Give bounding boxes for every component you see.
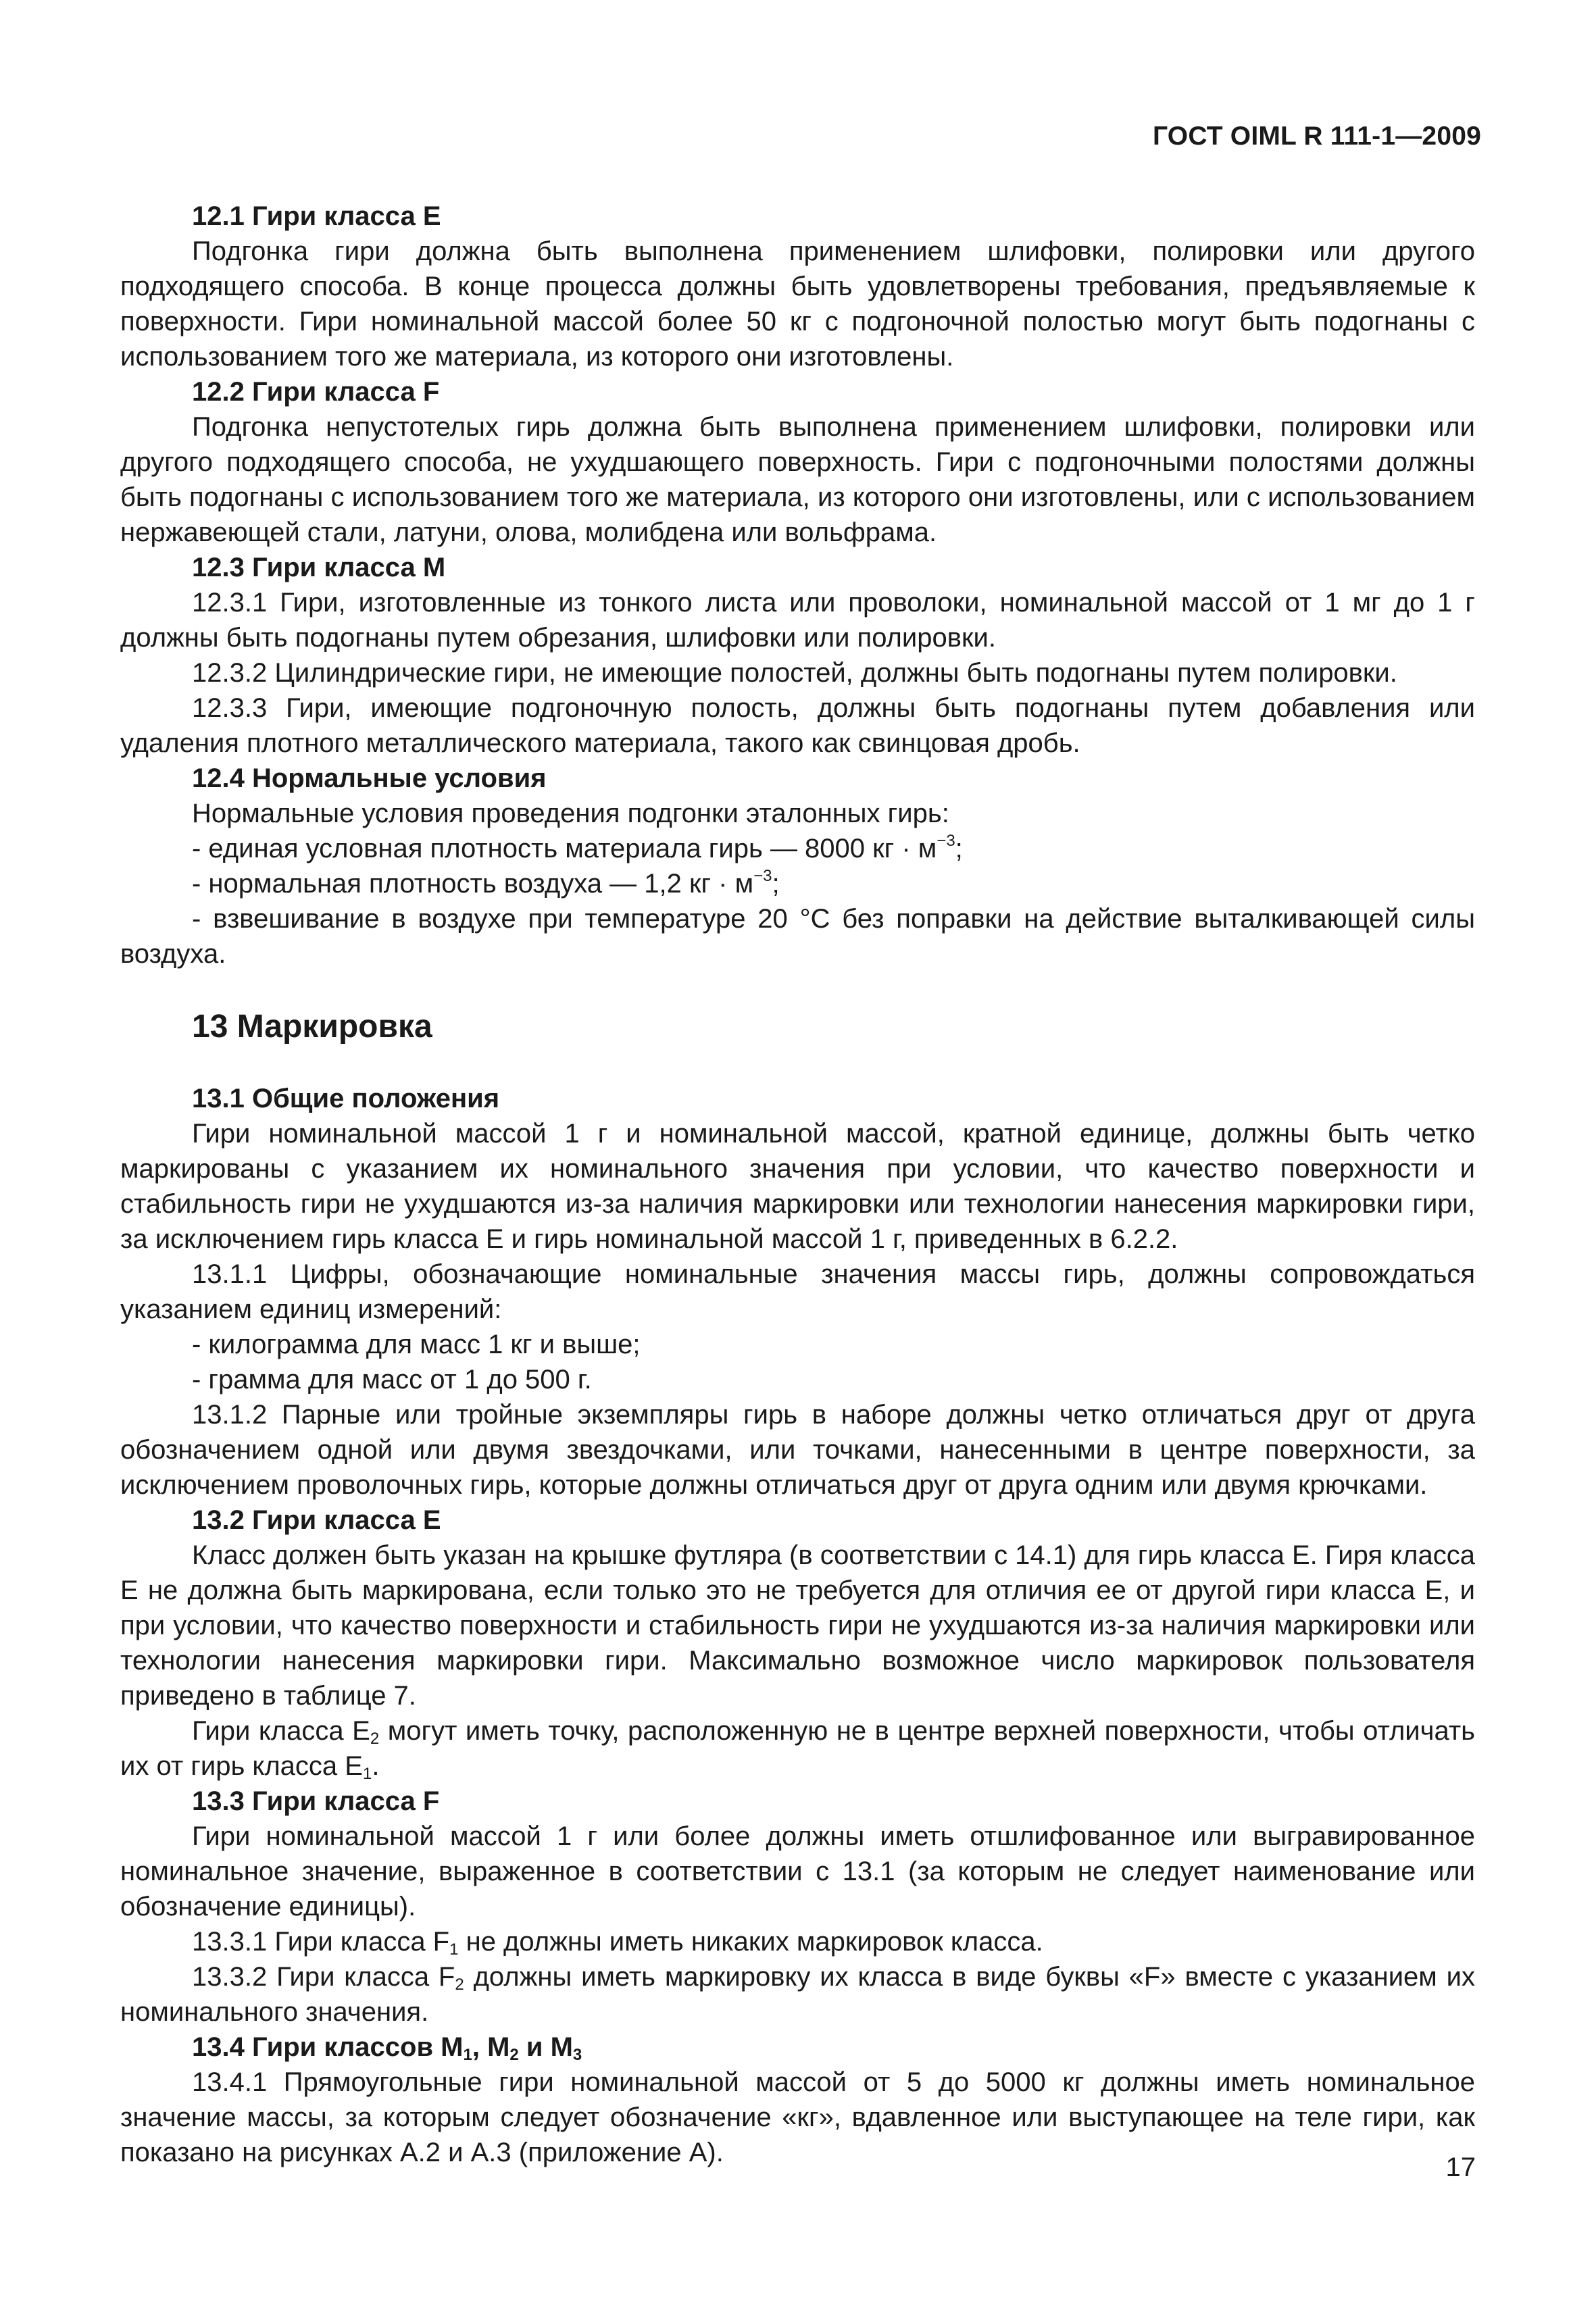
- paragraph-13-2: Класс должен быть указан на крышке футляра (в соответствии с 14.1) для гирь класса Е. Гиря класса Е не должна быть маркирована, если только это не требуется для отличия ее от другой гири класса Е, и при условии, что качество поверхности и стабильность гири не ухудшаются из-за наличия маркировки или технологии нанесения маркировки гири. Максимально возможное число маркировок пользователя приведено в таблице 7.: [120, 1540, 1475, 1711]
- heading-13-3: 13.3 Гири класса F: [192, 1786, 440, 1816]
- document-body: [120, 199, 1475, 2170]
- list-item-weighing: - взвешивание в воздухе при температуре 20 °С без поправки на действие выталкивающей силы воздуха.: [120, 904, 1475, 969]
- paragraph-13-3: Гири номинальной массой 1 г или более должны иметь отшлифованное или выгравированное номинальное значение, выраженное в соответствии с 13.1 (за которым не следует наименование или обозначение единицы).: [120, 1821, 1475, 1921]
- heading-12-3: 12.3 Гири класса М: [192, 553, 446, 582]
- list-item-gram: - грамма для масс от 1 до 500 г.: [192, 1365, 592, 1394]
- paragraph-13-3-2: 13.3.2 Гири класса $F_2$ должны иметь маркировку их класса в виде буквы «F» вместе с указанием их номинального значения.: [120, 1962, 1475, 2027]
- exponent: −3: [753, 867, 772, 886]
- list-item-kilogram: - килограмма для масс 1 кг и выше;: [192, 1330, 641, 1359]
- paragraph-13-1-2: 13.1.2 Парные или тройные экземпляры гирь в наборе должны четко отличаться друг от друга обозначением одной или двумя звездочками, или точками, нанесенными в центре поверхности, за исключением проволочных гирь, которые должны отличаться друг от друга одним или двумя крючками.: [120, 1400, 1475, 1500]
- paragraph-12-3-2: 12.3.2 Цилиндрические гири, не имеющие полостей, должны быть подогнаны путем полировки.: [192, 658, 1397, 688]
- paragraph-13-4-1: 13.4.1 Прямоугольные гири номинальной массой от 5 до 5000 кг должны иметь номинальное значение массы, за которым следует обозначение «кг», вдавленное или выступающее на теле гири, как показано на рисунках А.2 и А.3 (приложение А).: [120, 2067, 1475, 2167]
- heading-12-2: 12.2 Гири класса F: [192, 377, 440, 407]
- heading-12-4: 12.4 Нормальные условия: [192, 763, 547, 793]
- heading-13-2: 13.2 Гири класса Е: [192, 1505, 441, 1535]
- list-item-density-material: - единая условная плотность материала гирь — 8000 кг · $м^{-3}$;: [192, 832, 963, 863]
- paragraph-13-3-1: 13.3.1 Гири класса $F_1$ не должны иметь никаких маркировок класса.: [192, 1927, 1043, 1959]
- heading-13-4: 13.4 Гири классов $М_1$, $М_2$ и $М_3$: [192, 2032, 582, 2064]
- exponent: −3: [937, 832, 955, 851]
- paragraph-12-3-3: 12.3.3 Гири, имеющие подгоночную полость, должны быть подогнаны путем добавления или удаления плотного металлического материала, такого как свинцовая дробь.: [120, 693, 1475, 758]
- document-header: ГОСТ OIML R 111-1—2009: [1153, 122, 1481, 151]
- paragraph-13-1-1: 13.1.1 Цифры, обозначающие номинальные значения массы гирь, должны сопровождаться указанием единиц измерений:: [120, 1259, 1475, 1324]
- list-item-density-air: - нормальная плотность воздуха — 1,2 кг · $м^{-3}$;: [192, 867, 780, 899]
- paragraph-12-2: Подгонка непустотелых гирь должна быть выполнена применением шлифовки, полировки или другого подходящего способа, не ухудшающего поверхность. Гири с подгоночными полостями должны быть подогнаны с использованием того же материала, из которого они изготовлены, или с использованием нержавеющей стали, латуни, олова, молибдена или вольфрама.: [120, 412, 1475, 547]
- paragraph-12-3-1: 12.3.1 Гири, изготовленные из тонкого листа или проволоки, номинальной массой от 1 мг до 1 г должны быть подогнаны путем обрезания, шлифовки или полировки.: [120, 588, 1475, 653]
- paragraph-13-1: Гири номинальной массой 1 г и номинальной массой, кратной единице, должны быть четко маркированы с указанием их номинального значения при условии, что качество поверхности и стабильность гири не ухудшаются из-за наличия маркировки или технологии нанесения маркировки гири, за исключением гирь класса Е и гирь номинальной массой 1 г, приведенных в 6.2.2.: [120, 1119, 1475, 1254]
- paragraph-12-4-intro: Нормальные условия проведения подгонки эталонных гирь:: [192, 799, 949, 828]
- section-title-13: 13 Маркировка: [192, 1009, 432, 1045]
- paragraph-13-2-e2: Гири класса $Е_2$ могут иметь точку, расположенную не в центре верхней поверхности, чтобы отличать их от гирь класса $Е_1$.: [120, 1716, 1475, 1783]
- page-number: 17: [1445, 2153, 1476, 2182]
- heading-12-1: 12.1 Гири класса Е: [192, 201, 441, 231]
- paragraph-12-1: Подгонка гири должна быть выполнена применением шлифовки, полировки или другого подходящего способа. В конце процесса должны быть удовлетворены требования, предъявляемые к поверхности. Гири номинальной массой более 50 кг с подгоночной полостью могут быть подогнаны с использованием того же материала, из которого они изготовлены.: [120, 236, 1475, 372]
- heading-13-1: 13.1 Общие положения: [192, 1084, 500, 1113]
